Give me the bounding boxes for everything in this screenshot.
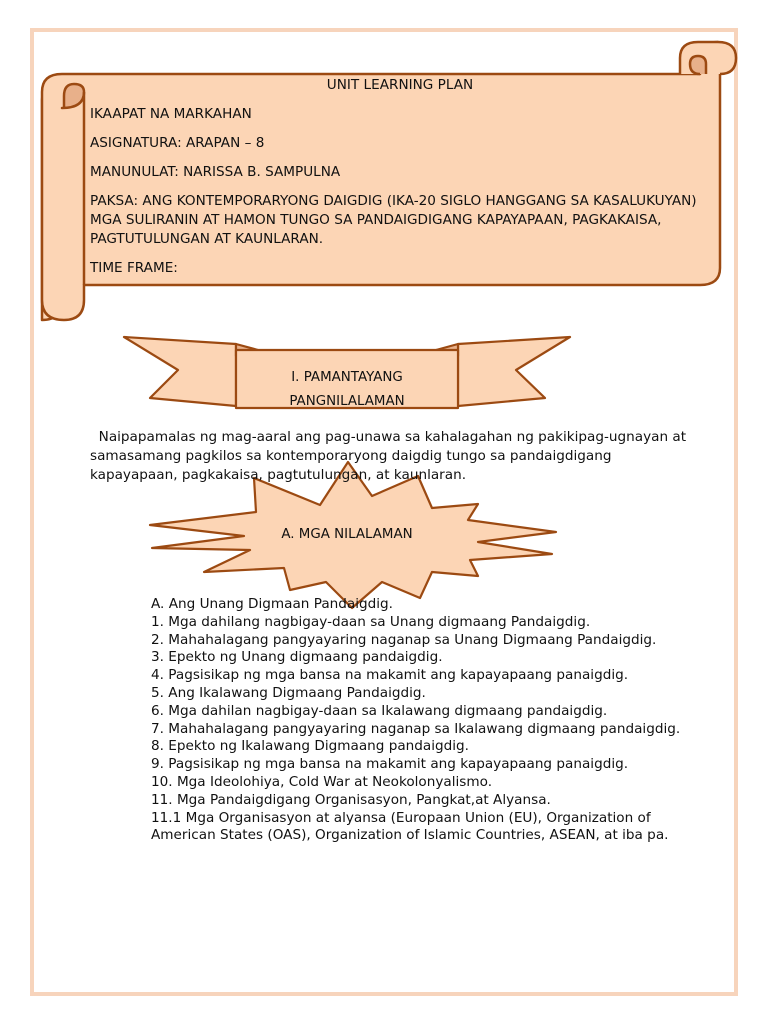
list-item: A. Ang Unang Digmaan Pandaigdig.	[151, 596, 393, 612]
author-line: MANUNULAT: NARISSA B. SAMPULNA	[90, 164, 341, 180]
standards-paragraph: Naipapamalas ng mag-aaral ang pag-unawa sa kahalagahan ng pakikipag-ugnayan at samasamang pagkilos sa kontemporaryong daigdig tungo sa pandaigdigang kapayapaan, pagkakaisa, pagtutulungan, at kaunlaran.	[90, 429, 691, 483]
subject-line: ASIGNATURA: ARAPAN – 8	[90, 135, 265, 151]
list-item: 11. Mga Pandaigdigang Organisasyon, Pangkat,at Alyansa.	[151, 791, 551, 808]
list-item: 1. Mga dahilang nagbigay-daan sa Unang digmaang Pandaigdig.	[151, 613, 591, 630]
list-item: 6. Mga dahilan nagbigay-daan sa Ikalawang digmaang pandaigdig.	[151, 702, 608, 719]
list-item: 4. Pagsisikap ng mga bansa na makamit ang kapayapaang panaigdig.	[151, 667, 629, 684]
time-frame-line: TIME FRAME:	[90, 260, 178, 276]
content-list	[151, 596, 691, 845]
quarter-line: IKAAPAT NA MARKAHAN	[90, 106, 252, 122]
list-item: 9. Pagsisikap ng mga bansa na makamit ang kapayapaang panaigdig.	[151, 756, 629, 773]
standards-banner-label: I. PAMANTAYANG PANGNILALAMAN	[289, 370, 405, 409]
list-item: 5. Ang Ikalawang Digmaang Pandaigdig.	[151, 684, 426, 701]
list-item: 3. Epekto ng Unang digmaang pandaigdig.	[151, 649, 443, 666]
list-item: 2. Mahahalagang pangyayaring naganap sa Unang Digmaang Pandaigdig.	[151, 631, 657, 648]
list-item: 11.1 Mga Organisasyon at alyansa (Europaan Union (EU), Organization of American States (OAS), Organization of Islamic Countries, ASEAN, at iba pa.	[151, 809, 669, 844]
content-star-label: A. MGA NILALAMAN	[281, 527, 413, 542]
list-item: 7. Mahahalagang pangyayaring naganap sa Ikalawang digmaang pandaigdig.	[151, 720, 681, 737]
header-scroll	[90, 76, 710, 288]
plan-title: UNIT LEARNING PLAN	[326, 77, 474, 93]
list-item: 8. Epekto ng Ikalawang Digmaang pandaigdig.	[151, 738, 470, 755]
list-item: 10. Mga Ideolohiya, Cold War at Neokolonyalismo.	[151, 773, 493, 790]
topic-line: PAKSA: ANG KONTEMPORARYONG DAIGDIG (IKA-20 SIGLO HANGGANG SA KASALUKUYAN) MGA SULIRANIN AT HAMON TUNGO SA PANDAIGDIGANG KAPAYAPAAN, PAGKAKAISA, PAGTUTULUNGAN AT KAUNLARAN.	[90, 193, 697, 247]
